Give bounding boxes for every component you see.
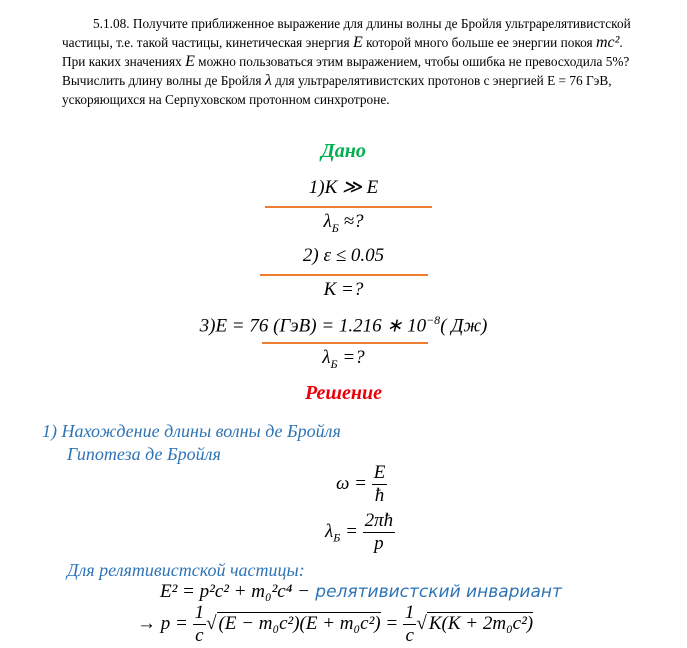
momentum-formula: → p = $\frac{1}{c}$ √ (E − m₀c²)(E + m₀c²) = $\frac{1}{c}$ √ K(K + 2m₀c²) [137,602,534,646]
numerator: E [373,462,386,483]
divider [265,206,432,208]
text: Б [333,530,341,545]
given-condition-1: 1)K ≫ E [308,177,379,198]
text: =? [337,347,365,368]
numerator: 1 [404,602,415,623]
omega-formula [336,462,387,507]
numerator: 1 [194,602,205,623]
text: E² = p²c² + m₀²c⁴ − [160,581,310,602]
var: E [185,53,195,70]
fraction [403,602,417,647]
text: Б [331,220,339,235]
text: которой много больше ее энергии покоя [362,35,596,50]
sqrt-content: (E − m₀c²)(E + m₀c²) [218,612,381,634]
lambda-formula [325,510,395,555]
given-condition-2: 2) ε ≤ 0.05 [302,245,385,266]
fraction [193,602,207,647]
text: → p = [137,612,188,634]
given-ask-1 [0,211,687,236]
text: ω = [336,472,367,494]
denominator: ħ [374,485,385,506]
fraction [372,462,388,507]
solution-title: Решение [304,382,382,404]
text: ( Дж) [440,315,488,337]
divider [262,342,428,344]
var: mc² [595,34,620,51]
text: Вычислить длину волны де Бройля [62,73,265,88]
text: частицы, т.е. такой частицы, кинетическая энергия [62,35,353,50]
text: λ [322,347,331,368]
sqrt-content: K(K + 2m₀c²) [428,612,534,634]
fraction [363,510,396,555]
relativistic-label: Для релятивистской частицы: [67,560,305,580]
var: λ [264,72,272,89]
text: 3)E = 76 (ГэВ) = 1.216 ∗ 10 [199,315,427,337]
given-ask-2: K =? [323,279,364,300]
text: Б [330,356,338,371]
text: можно пользоваться этим выражением, чтобы ошибка не превосходила 5%? [194,54,630,69]
text: ускоряющихся на Серпуховском протонном синхротроне. [62,92,390,107]
text: При каких значениях [62,54,186,69]
text: ≈? [338,211,364,232]
given-ask-3 [0,347,687,372]
denominator: p [374,533,384,554]
text: = [340,520,358,542]
step-heading: 1) Нахождение длины волны де Бройля [42,421,341,441]
text: −8 [426,313,441,327]
invariant-formula [160,581,562,603]
given-title: Дано [321,140,366,162]
text: λ [323,211,332,232]
text: λ [325,520,334,542]
numerator: 2πħ [364,510,394,531]
text: Получите приближенное выражение для длины волны де Бройля ультрарелятивистской [132,16,631,31]
problem-statement: 5.1.08. Получите приближенное выражение для длины волны де Бройля ультрарелятивистской частицы, т.е. такой частицы, кинетическая энергия E которой много больше ее энергии покоя mc². При каких значениях E можно пользоваться этим выражением, чтобы ошибка не превосходила 5%? Вычислить длину волны де Бройля λ для ультрарелятивистских протонов с энергией E = 76 ГэВ, ускоряющихся на Серпуховском протонном синхротроне. [62,16,631,107]
step-subheading: Гипотеза де Бройля [67,444,221,464]
divider [260,274,428,276]
denominator: c [405,625,414,646]
text: для ультрарелятивистских протонов с энергией [271,73,548,88]
invariant-label: релятивистский инвариант [309,582,562,602]
text: = [380,612,403,634]
problem-number: 5.1.08. [93,16,130,31]
text: E = 76 ГэВ, [547,73,612,88]
var: E [353,34,363,51]
denominator: c [195,625,204,646]
given-condition-3 [0,313,687,337]
